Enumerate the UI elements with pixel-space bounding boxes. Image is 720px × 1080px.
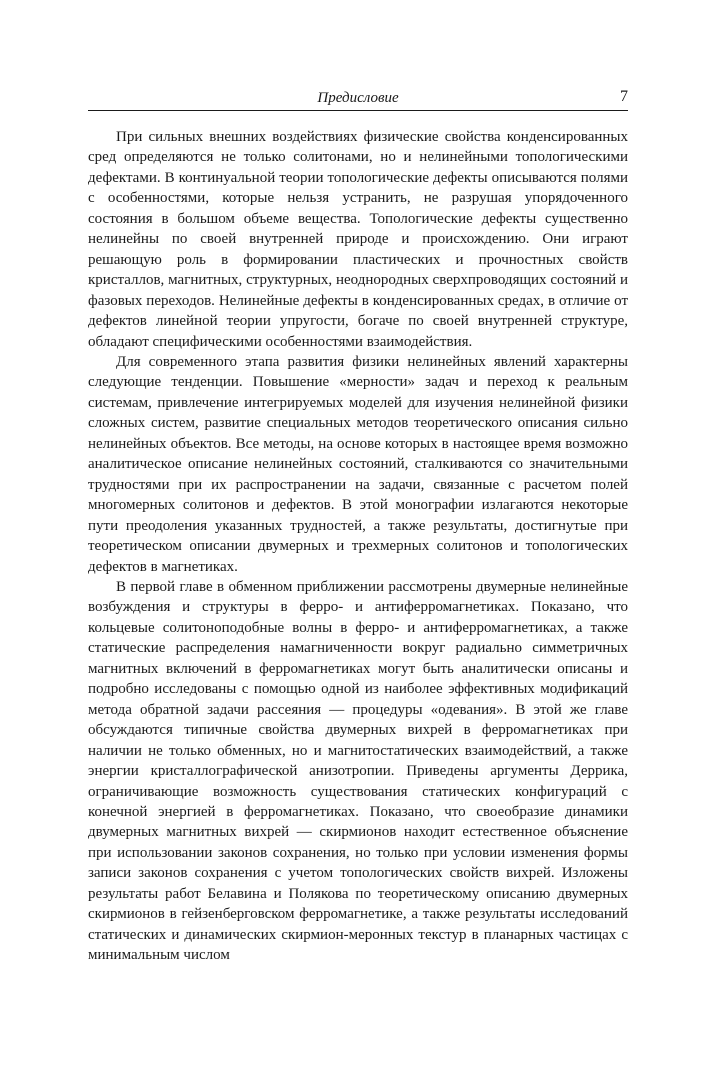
page-number: 7 <box>620 88 628 105</box>
running-title: Предисловие <box>317 90 399 106</box>
body-text <box>88 127 628 1027</box>
paragraph-3: В первой главе в обменном приближении рассмотрены двумерные нелинейные возбуждения и структуры в ферро- и антиферромагнетиках. Показано, что кольцевые солитоноподобные волны в ферро- и антиферромагнетиках, а также статические распределения намагниченности вокруг радиально симметричных магнитных включений в ферромагнетиках могут быть аналитически описаны и подробно исследованы с помощью одной из наиболее эффективных модификаций метода обратной задачи рассеяния — процедуры «одевания». В этой же главе обсуждаются типичные свойства двумерных вихрей в ферромагнетиках при наличии не только обменных, но и магнитостатических взаимодействий, а также энергии кристаллографической анизотропии. Приведены аргументы Деррика, ограничивающие возможность существования статических конфигураций с конечной энергией в ферромагнетиках. Показано, что своеобразие динамики двумерных магнитных вихрей — скирмионов находит естественное объяснение при использовании законов сохранения, но только при условии изменения формы записи законов сохранения с учетом топологических свойств вихрей. Изложены результаты работ Белавина и Полякова по теоретическому описанию двумерных скирмионов в гейзенберговском ферромагнетике, а также результаты исследований статических и динамических скирмион-меронных текстур в планарных частицах с минимальным числом <box>88 578 628 964</box>
paragraph-1: При сильных внешних воздействиях физические свойства конденсированных сред определяются не только солитонами, но и нелинейными топологическими дефектами. В континуальной теории топологические дефекты описываются полями с особенностями, которые нельзя устранить, не разрушая упорядоченного состояния в большом объеме вещества. Топологические дефекты существенно нелинейны по своей внутренней природе и происхождению. Они играют решающую роль в формировании пластических и прочностных свойств кристаллов, магнитных, структурных, неоднородных сверхпроводящих состояний и фазовых переходов. Нелинейные дефекты в конденсированных средах, в отличие от дефектов линейной теории упругости, богаче по своей внутренней структуре, обладают специфическими особенностями взаимодействия. <box>88 129 628 350</box>
paragraph-2: Для современного этапа развития физики нелинейных явлений характерны следующие тенденции. Повышение «мерности» задач и переход к реальным системам, привлечение интегрируемых моделей для изучения нелинейной физики сложных систем, развитие специальных методов теоретического описания сильно нелинейных объектов. Все методы, на основе которых в настоящее время возможно аналитическое описание нелинейных состояний, сталкиваются со значительными трудностями при их распространении на задачи, связанные с расчетом полей многомерных солитонов и дефектов. В этой монографии излагаются некоторые пути преодоления указанных трудностей, а также результаты, достигнутые при теоретическом описании двумерных и трехмерных солитонов и топологических дефектов в магнетиках. <box>88 353 628 575</box>
running-head <box>88 88 628 111</box>
